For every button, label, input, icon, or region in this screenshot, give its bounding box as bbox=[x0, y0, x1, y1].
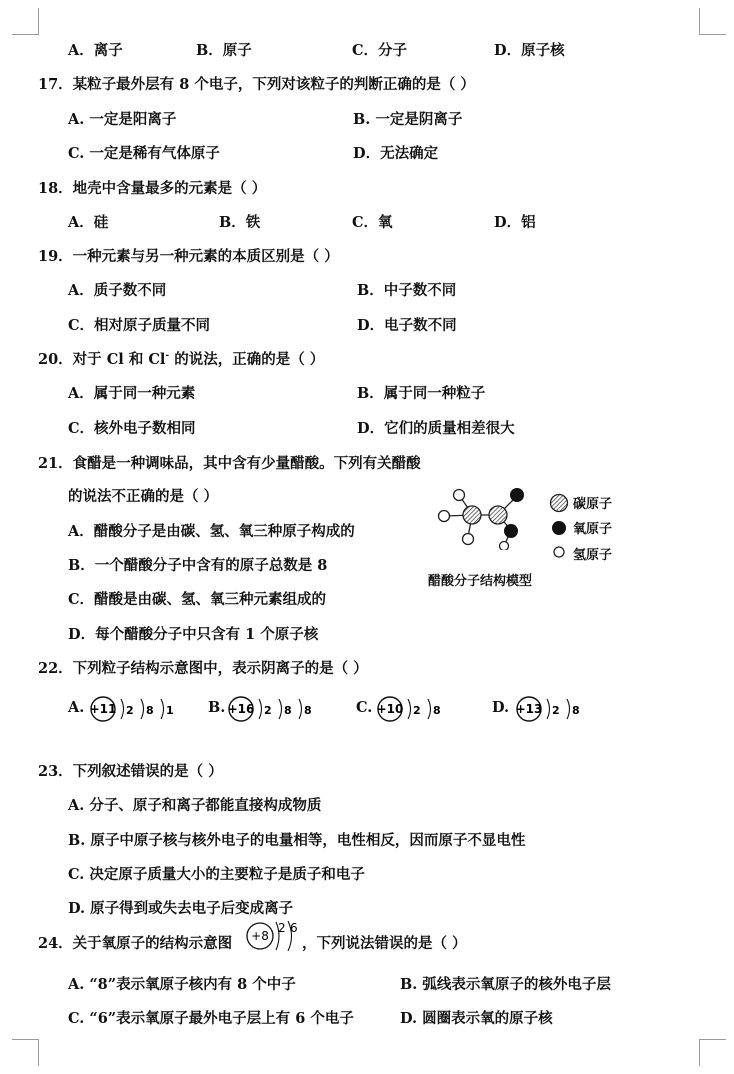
shell-electrons: 2 bbox=[552, 704, 560, 717]
nucleus-charge: +10 bbox=[376, 702, 404, 716]
q18-option-c: C．氧 bbox=[352, 214, 393, 231]
q21-stem-line1: 21．食醋是一种调味品，其中含有少量醋酸。下列有关醋酸 bbox=[38, 455, 421, 472]
oxygen-legend-icon bbox=[552, 521, 566, 535]
q17-stem: 17．某粒子最外层有 8 个电子，下列对该粒子的判断正确的是（ ） bbox=[38, 76, 475, 93]
q24-option-c: C. “6”表示氧原子最外电子层上有 6 个电子 bbox=[68, 1010, 354, 1027]
nucleus-charge: +11 bbox=[89, 702, 117, 716]
oxygen-structure-diagram bbox=[240, 918, 300, 954]
q21-option-b: B．一个醋酸分子中含有的原子总数是 8 bbox=[68, 557, 328, 574]
hydrogen-atom bbox=[500, 542, 509, 551]
shell-electrons: 2 bbox=[413, 704, 421, 717]
corner-mark-bottom-right bbox=[699, 1039, 726, 1066]
legend-hydrogen: 氢原子 bbox=[573, 548, 613, 563]
q18-option-a: A．硅 bbox=[68, 214, 109, 231]
atom-structure-diagram bbox=[514, 695, 584, 723]
shell-electrons: 2 bbox=[278, 921, 286, 935]
q22-option-d-label: D. bbox=[492, 699, 510, 716]
q24-stem-post: ，下列说法错误的是（ ） bbox=[302, 935, 467, 952]
q18-option-d: D．铝 bbox=[494, 214, 536, 231]
q16-option-b: B．原子 bbox=[196, 42, 252, 59]
nucleus-charge: +16 bbox=[227, 702, 255, 716]
q19-option-a: A．质子数不同 bbox=[68, 282, 167, 299]
shell-electrons: 1 bbox=[166, 704, 174, 717]
legend-oxygen: 氧原子 bbox=[573, 522, 613, 537]
hydrogen-legend-icon bbox=[554, 547, 564, 557]
shell-electrons: 8 bbox=[304, 704, 312, 717]
q19-stem: 19．一种元素与另一种元素的本质区别是（ ） bbox=[38, 248, 339, 265]
q17-option-a: A. 一定是阳离子 bbox=[68, 111, 177, 128]
nucleus-charge: +13 bbox=[515, 702, 543, 716]
q20-option-b: B．属于同一种粒子 bbox=[357, 385, 486, 402]
q20-stem-post: 的说法，正确的是（ ） bbox=[169, 351, 325, 368]
q21-option-a: A．醋酸分子是由碳、氢、氧三种原子构成的 bbox=[68, 523, 355, 540]
atom-structure-diagram bbox=[226, 695, 316, 723]
atom-structure-diagram bbox=[88, 695, 178, 723]
q24-option-b: B. 弧线表示氧原子的核外电子层 bbox=[400, 976, 611, 993]
q23-option-a: A. 分子、原子和离子都能直接构成物质 bbox=[68, 797, 322, 814]
oxygen-atom bbox=[510, 488, 524, 502]
q23-option-c: C. 决定原子质量大小的主要粒子是质子和电子 bbox=[68, 866, 365, 883]
q16-option-c: C．分子 bbox=[352, 42, 408, 59]
shell-electrons: 6 bbox=[290, 921, 298, 935]
shell-electrons: 8 bbox=[146, 704, 154, 717]
corner-mark-top-left bbox=[12, 8, 39, 35]
q21-option-d: D．每个醋酸分子中只含有 1 个原子核 bbox=[68, 626, 319, 643]
q24-option-d: D. 圆圈表示氧的原子核 bbox=[400, 1010, 553, 1027]
carbon-atom bbox=[489, 506, 507, 524]
q20-stem-pre: 20．对于 Cl 和 Cl bbox=[38, 351, 166, 368]
nucleus-charge: +8 bbox=[251, 929, 269, 943]
q21-stem-line2: 的说法不正确的是（ ） bbox=[68, 488, 219, 505]
legend-carbon: 碳原子 bbox=[573, 497, 613, 512]
q20-stem-sup: - bbox=[165, 351, 170, 362]
q20-option-a: A．属于同一种元素 bbox=[68, 385, 196, 402]
q17-option-c: C. 一定是稀有气体原子 bbox=[68, 145, 220, 162]
q16-option-d: D．原子核 bbox=[494, 42, 565, 59]
q19-option-d: D．电子数不同 bbox=[357, 317, 457, 334]
q23-stem: 23．下列叙述错误的是（ ） bbox=[38, 763, 223, 780]
q22-stem: 22．下列粒子结构示意图中，表示阴离子的是（ ） bbox=[38, 660, 368, 677]
q22-option-c-label: C. bbox=[356, 699, 373, 716]
q18-option-b: B．铁 bbox=[219, 214, 261, 231]
q19-option-c: C．相对原子质量不同 bbox=[68, 317, 211, 334]
shell-electrons: 8 bbox=[284, 704, 292, 717]
q21-option-c: C．醋酸是由碳、氢、氧三种元素组成的 bbox=[68, 591, 327, 608]
q16-option-a: A．离子 bbox=[68, 42, 123, 59]
q22-option-b-label: B. bbox=[208, 699, 226, 716]
carbon-atom bbox=[463, 506, 481, 524]
shell-electrons: 8 bbox=[572, 704, 580, 717]
hydrogen-atom bbox=[463, 534, 474, 545]
hydrogen-atom bbox=[439, 511, 450, 522]
shell-electrons: 2 bbox=[126, 704, 134, 717]
q19-option-b: B．中子数不同 bbox=[357, 282, 457, 299]
atom-structure-diagram bbox=[375, 695, 445, 723]
q17-option-d: D．无法确定 bbox=[353, 145, 439, 162]
q17-option-b: B. 一定是阴离子 bbox=[353, 111, 463, 128]
q23-option-b: B. 原子中原子核与核外电子的电量相等，电性相反，因而原子不显电性 bbox=[68, 832, 526, 849]
hydrogen-atom bbox=[454, 490, 465, 501]
q18-stem: 18．地壳中含量最多的元素是（ ） bbox=[38, 180, 267, 197]
q24-option-a: A. “8”表示氧原子核内有 8 个中子 bbox=[68, 976, 296, 993]
atom-legend-icons bbox=[548, 493, 570, 559]
q20-option-c: C．核外电子数相同 bbox=[68, 420, 196, 437]
q23-option-d: D. 原子得到或失去电子后变成离子 bbox=[68, 900, 294, 917]
q24-stem-pre: 24．关于氧原子的结构示意图 bbox=[38, 935, 233, 952]
shell-electrons: 8 bbox=[433, 704, 441, 717]
carbon-legend-icon bbox=[551, 495, 568, 512]
acetic-acid-molecule-model bbox=[432, 484, 542, 550]
corner-mark-top-right bbox=[699, 8, 726, 35]
q20-option-d: D．它们的质量相差很大 bbox=[357, 420, 515, 437]
oxygen-atom bbox=[504, 524, 518, 538]
shell-electrons: 2 bbox=[264, 704, 272, 717]
molecule-caption: 醋酸分子结构模型 bbox=[428, 574, 533, 589]
q22-option-a-label: A. bbox=[68, 699, 85, 716]
corner-mark-bottom-left bbox=[12, 1039, 39, 1066]
q20-stem bbox=[38, 348, 324, 369]
